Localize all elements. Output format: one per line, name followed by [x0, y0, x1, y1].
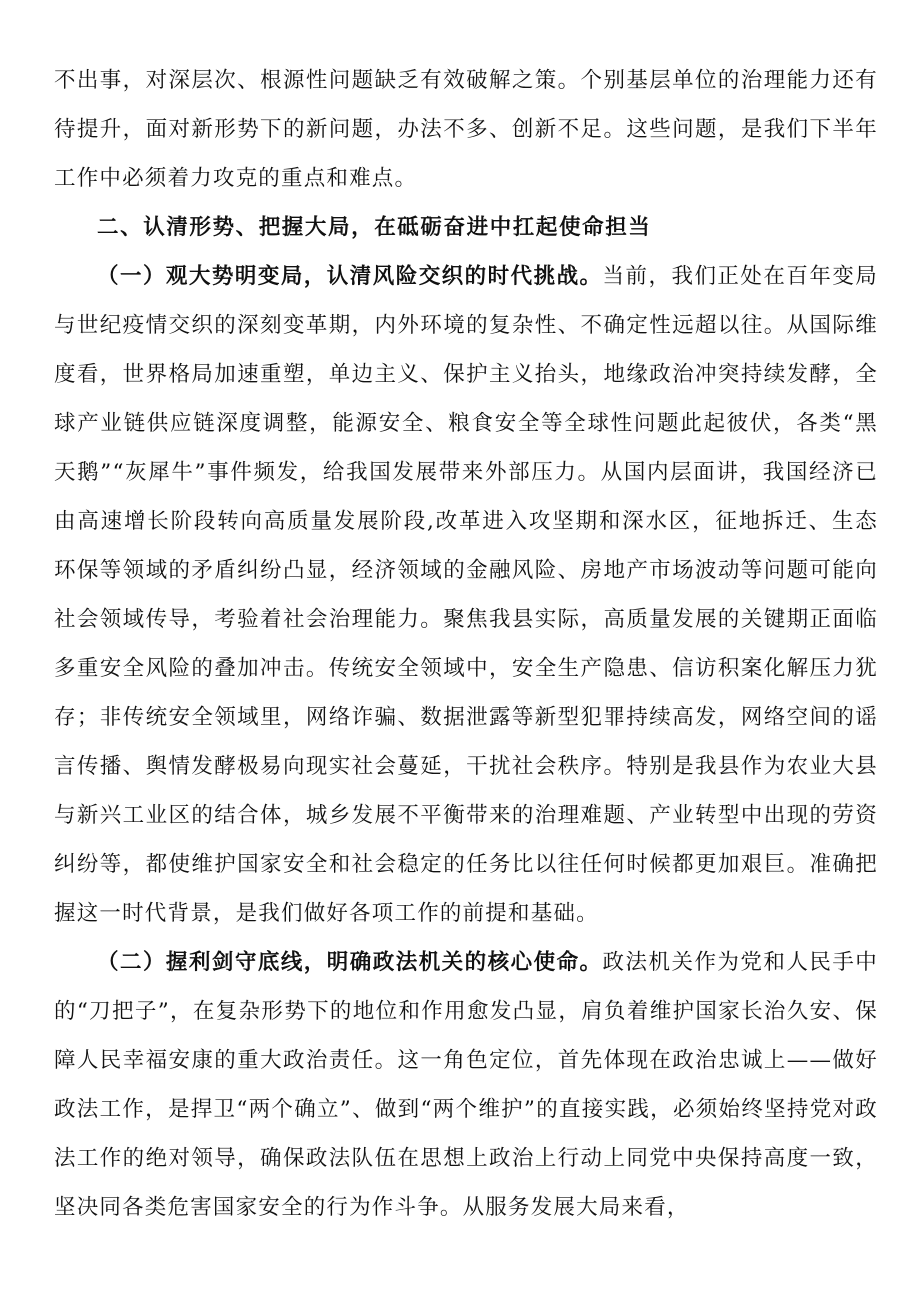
subsection-1-body: 当前，我们正处在百年变局与世纪疫情交织的深刻变革期，内外环境的复杂性、不确定性远超以往。从国际维度看，世界格局加速重塑，单边主义、保护主义抬头，地缘政治冲突持续发酵，全球产业链供应链深度调整，能源安全、粮食安全等全球性问题此起彼伏，各类“黑天鹅”“灰犀牛”事件频发，给我国发展带来外部压力。从国内层面讲，我国经济已由高速增长阶段转向高质量发展阶段,改革进入攻坚期和深水区，征地拆迁、生态环保等领域的矛盾纠纷凸显，经济领域的金融风险、房地产市场波动等问题可能向社会领域传导，考验着社会治理能力。聚焦我县实际，高质量发展的关键期正面临多重安全风险的叠加冲击。传统安全领域中，安全生产隐患、信访积案化解压力犹存；非传统安全领域里，网络诈骗、数据泄露等新型犯罪持续高发，网络空间的谣言传播、舆情发酵极易向现实社会蔓延，干扰社会秩序。特别是我县作为农业大县与新兴工业区的结合体，城乡发展不平衡带来的治理难题、产业转型中出现的劳资纠纷等，都使维护国家安全和社会稳定的任务比以往任何时候都更加艰巨。准确把握这一时代背景，是我们做好各项工作的前提和基础。 — [54, 264, 878, 926]
subsection-2-body: 政法机关作为党和人民手中的“刀把子”，在复杂形势下的地位和作用愈发凸显，肩负着维护国家长治久安、保障人民幸福安康的重大政治责任。这一角色定位，首先体现在政治忠诚上——做好政法工作，是捍卫“两个确立”、做到“两个维护”的直接实践，必须始终坚持党对政法工作的绝对领导，确保政法队伍在思想上政治上行动上同党中央保持高度一致，坚决同各类危害国家安全的行为作斗争。从服务发展大局来看， — [54, 950, 878, 1220]
subsection-2-lead: （二）握利剑守底线，明确政法机关的核心使命。 — [97, 950, 603, 975]
paragraph-subsection-2 — [54, 938, 878, 1232]
paragraph-subsection-1 — [54, 252, 878, 938]
section-heading: 二、认清形势、把握大局，在砥砺奋进中扛起使命担当 — [97, 215, 652, 240]
document-body — [54, 56, 878, 1232]
paragraph-continuation: 不出事，对深层次、根源性问题缺乏有效破解之策。个别基层单位的治理能力还有待提升，面对新形势下的新问题，办法不多、创新不足。这些问题，是我们下半年工作中必须着力攻克的重点和难点。 — [54, 68, 878, 191]
subsection-1-lead: （一）观大势明变局，认清风险交织的时代挑战。 — [97, 264, 603, 289]
